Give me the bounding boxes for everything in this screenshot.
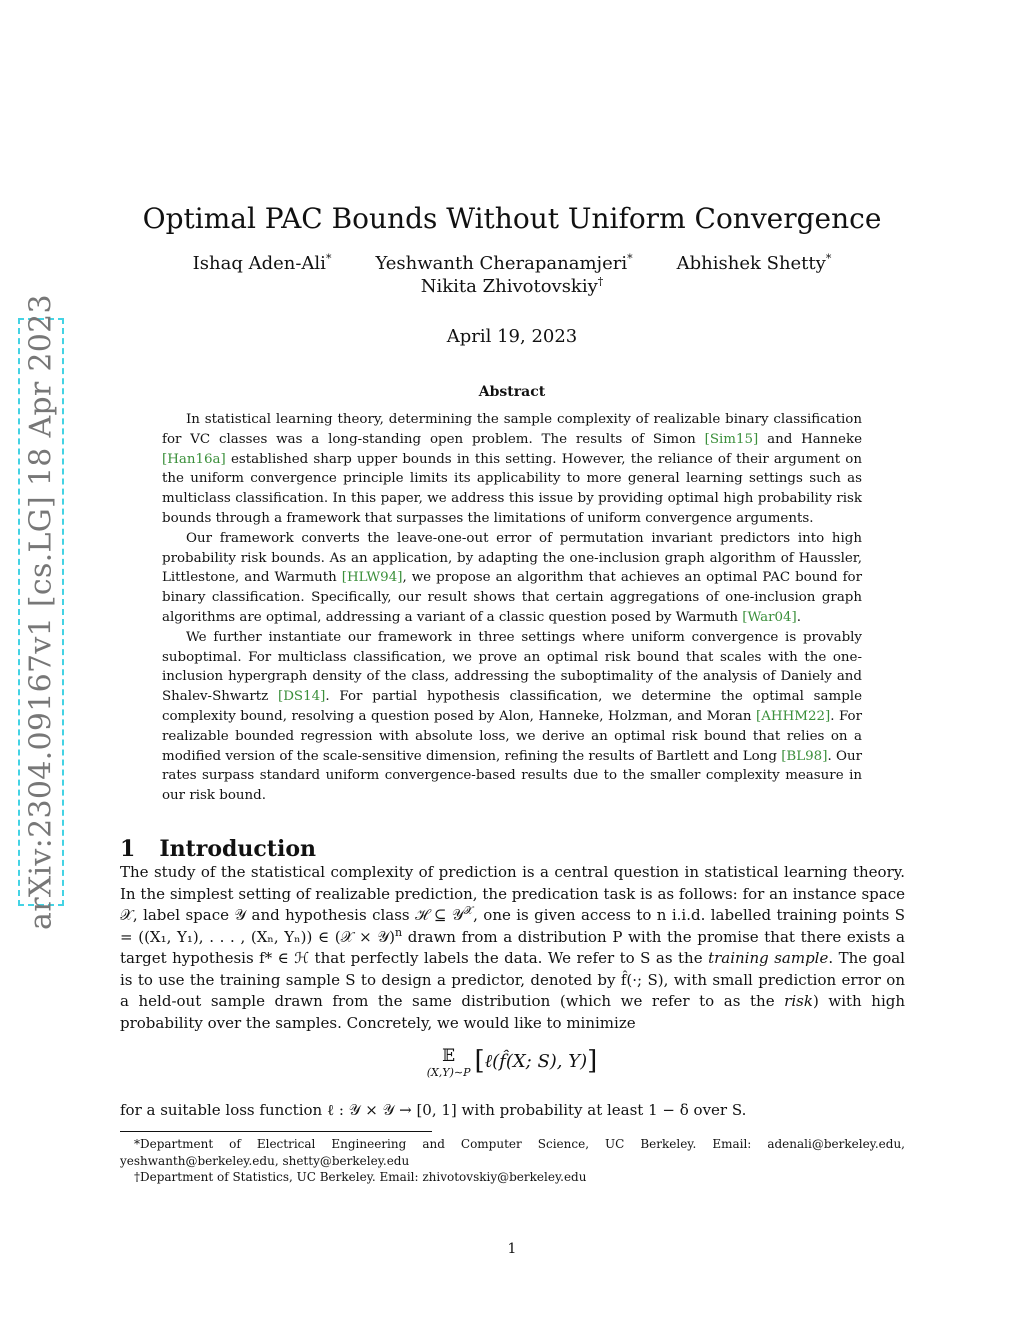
abstract-paragraph: Our framework converts the leave-one-out error of permutation invariant predictors into high probability risk bounds. As an application, by adapting the one-inclusion graph algorithm of Haussler, Littlestone, and Warmuth [HLW94], we propose an algorithm that achieves an optimal PAC bound for binary classification. Specifically, our result shows that certain aggregations of one-inclusion graph algorithms are optimal, addressing a variant of a classic question posed by Warmuth [War04]. xyxy=(162,530,862,625)
expectation-subscript: (X,Y)∼P xyxy=(426,1066,471,1079)
abstract-paragraph: In statistical learning theory, determining the sample complexity of realizable binary classification for VC classes was a long-standing open problem. The results of Simon [Sim15] and Hanneke [Han16a] established sharp upper bounds in this setting. However, the reliance of their argument on the uniform convergence principle limits its applicability to more general learning settings such as multiclass classification. In this paper, we address this issue by providing optimal high probability risk bounds through a framework that surpasses the limitations of uniform convergence arguments. xyxy=(162,412,862,526)
citation-link[interactable]: [HLW94] xyxy=(341,570,403,586)
footnote: †Department of Statistics, UC Berkeley. Email: zhivotovskiy@berkeley.edu xyxy=(134,1170,587,1184)
footnote: *Department of Electrical Engineering and Computer Science, UC Berkeley. Email: adenali@berkeley.edu, yeshwanth@berkeley.edu, shetty@berkeley.edu xyxy=(120,1137,905,1168)
author: Ishaq Aden-Ali* xyxy=(192,252,332,274)
intro-paragraph: The study of the statistical complexity of prediction is a central question in statistical learning theory. In the simplest setting of realizable prediction, the predication task is as follows: for an instance space 𝒳, label space 𝒴 and hypothesis class ℋ ⊆ 𝒴$^𝒳$, one is given access to n i.i.d. labelled training points S = ((X₁, Y₁), . . . , (Xₙ, Yₙ)) ∈ (𝒳 × 𝒴)$^n$ drawn from a distribution P with the promise that there exists a target hypothesis f* ∈ ℋ that perfectly labels the data. We refer to S as the training sample. The goal is to use the training sample S to design a predictor, denoted by f̂(·; S), with small prediction error on a held-out sample drawn from the same distribution (which we refer to as the risk) with high probability over the samples. Concretely, we would like to minimize xyxy=(120,863,905,1032)
paper-title: Optimal PAC Bounds Without Uniform Convergence xyxy=(142,201,882,235)
footnotes xyxy=(120,1136,905,1186)
author-list xyxy=(120,253,904,297)
section-number: 1 xyxy=(120,836,136,863)
equation-body: ℓ(f̂(X; S), Y) xyxy=(484,1051,588,1072)
section-heading xyxy=(120,836,316,862)
abstract-paragraph: We further instantiate our framework in three settings where uniform convergence is provably suboptimal. For multiclass classification, we prove an optimal risk bound that scales with the one-inclusion hypergraph density of the class, addressing the suboptimality of the analysis of Daniely and Shalev-Shwartz [DS14]. For partial hypothesis classification, we determine the optimal sample complexity bound, resolving a question posed by Alon, Hanneke, Holzman, and Moran [AHHM22]. For realizable bounded regression with absolute loss, we derive an optimal risk bound that relies on a modified version of the scale-sensitive dimension, refining the results of Bartlett and Long [BL98]. Our rates surpass standard uniform convergence-based results due to the smaller complexity measure in our risk bound. xyxy=(162,629,862,804)
author: Nikita Zhivotovskiy† xyxy=(420,275,604,297)
section-title: Introduction xyxy=(159,836,316,863)
intro-continuation: for a suitable loss function ℓ : 𝒴 × 𝒴 → [0, 1] with probability at least 1 − δ over S. xyxy=(120,1101,747,1119)
expectation-operator: 𝔼 xyxy=(442,1046,456,1066)
abstract-body xyxy=(162,410,862,806)
abstract-heading: Abstract xyxy=(478,384,546,400)
risk-equation: 𝔼 (X,Y)∼P [ℓ(f̂(X; S), Y)] xyxy=(426,1046,598,1079)
page-number: 1 xyxy=(507,1241,517,1257)
arxiv-sidebar-stamp[interactable] xyxy=(18,294,64,930)
intro-body xyxy=(120,862,905,1034)
citation-link[interactable]: [AHHM22] xyxy=(756,708,831,724)
citation-link[interactable]: [BL98] xyxy=(781,748,828,764)
citation-link[interactable]: [DS14] xyxy=(277,689,326,705)
publication-date: April 19, 2023 xyxy=(446,326,578,347)
author: Yeshwanth Cherapanamjeri* xyxy=(375,252,633,274)
citation-link[interactable]: [War04] xyxy=(742,609,797,625)
arxiv-identifier[interactable]: arXiv:2304.09167v1 [cs.LG] 18 Apr 2023 xyxy=(23,294,59,930)
citation-link[interactable]: [Han16a] xyxy=(162,451,226,467)
citation-link[interactable]: [Sim15] xyxy=(704,431,759,447)
footnote-divider xyxy=(120,1131,432,1132)
author: Abhishek Shetty* xyxy=(676,252,832,274)
